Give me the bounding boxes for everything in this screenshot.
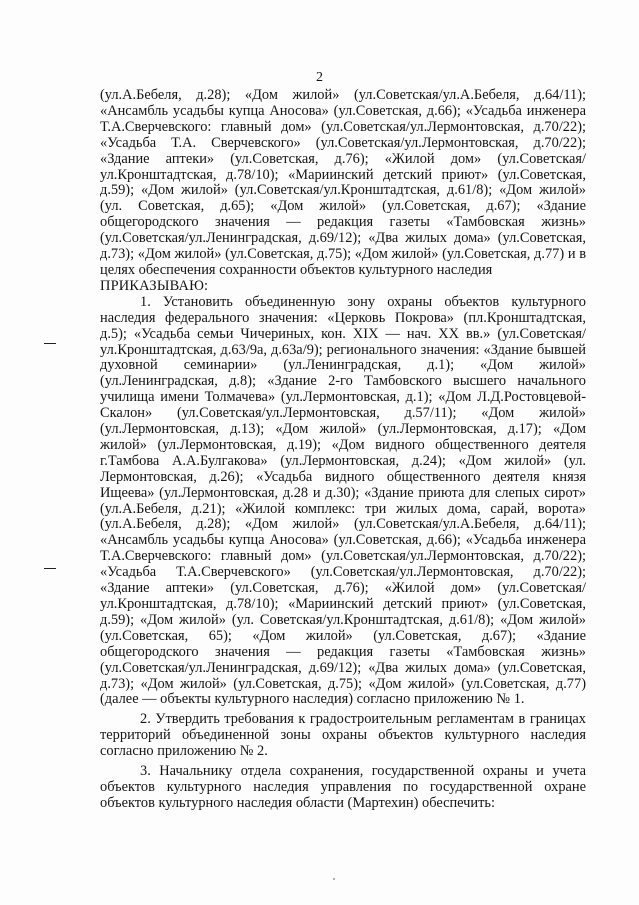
margin-punch-mark: [44, 343, 56, 344]
margin-punch-mark: [44, 568, 56, 569]
paragraph-item-1: 1. Установить объединенную зону охраны объектов культурного наследия федерального значения: «Церковь Покрова» (пл.Кронштадтская, д.5); «Усадьба семьи Чичериных, кон. XIX — нач. XX вв.» (ул.Советская/ ул.Кронштадтская, д.63/9а, д.63а/9); регионального значения: «Здание бывшей духовной семинарии» (ул.Ленинградская, д.1); «Дом жилой» (ул.Ленинградская, д.8); «Здание 2-го Тамбовского высшего начального училища имени Толмачева» (ул.Лермонтовская, д.1); «Дом Л.Д.Ростовцевой-Скалон» (ул.Советская/ул.Лермонтовская, д.57/11); «Дом жилой» (ул.Лермонтовская, д.13); «Дом жилой» (ул.Лермонтовская, д.17); «Дом жилой» (ул.Лермонтовская, д.19); «Дом видного общественного деятеля г.Тамбова А.А.Булгакова» (ул.Лермонтовская, д.24); «Дом жилой» (ул. Лермонтовская, д.26); «Усадьба видного общественного деятеля князя Ищеева» (ул.Лермонтовская, д.28 и д.30); «Здание приюта для слепых сирот» (ул.А.Бебеля, д.21); «Жилой комплекс: три жилых дома, сарай, ворота» (ул.А.Бебеля, д.28); «Дом жилой» (ул.Советская/ул.А.Бебеля, д.64/11); «Ансамбль усадьбы купца Аносова» (ул.Советская, д.66); «Усадьба инженера Т.А.Сверчевского: главный дом» (ул.Советская/ул.Лермонтовская, д.70/22); «Усадьба Т.А.Сверчевского» (ул.Советская/ул.Лермонтовская, д.70/22); «Здание аптеки» (ул.Советская, д.76); «Жилой дом» (ул.Советская/ул.Кронштадтская, д.78/10); «Мариинский детский приют» (ул.Советская, д.59); «Дом жилой» (ул. Советская/ул.Кронштадтская, д.61/8); «Дом жилой» (ул.Советская, 65); «Дом жилой» (ул.Советская, д.67); «Здание общегородского значения — редакция газеты «Тамбовская жизнь» (ул.Советская/ул.Ленинградская, д.69/12); «Два жилых дома» (ул.Советская, д.73); «Дом жилой» (ул.Советская, д.75); «Дом жилой» (ул.Советская, д.77) (далее — объекты культурного наследия) согласно приложению № 1.: [100, 293, 586, 708]
decree-heading: ПРИКАЗЫВАЮ:: [100, 277, 209, 294]
paragraph-item-2: 2. Утвердить требования к градостроительным регламентам в границах территорий объединенной зоны охраны объектов культурного наследия согласно приложению № 2.: [100, 711, 586, 760]
document-body: [100, 88, 586, 812]
scan-speck: [333, 878, 335, 880]
page-number: 2: [316, 70, 323, 85]
paragraph-item-3: 3. Начальнику отдела сохранения, государственной охраны и учета объектов культурного наследия управления по государственной охране объектов культурного наследия области (Мартехин) обеспечить:: [100, 763, 586, 811]
paragraph-preamble: (ул.А.Бебеля, д.28); «Дом жилой» (ул.Советская/ул.А.Бебеля, д.64/11); «Ансамбль усадьбы купца Аносова» (ул.Советская, д.66); «Усадьба инженера Т.А.Сверчевского: главный дом» (ул.Советская/ул.Лермонтовская, д.70/22); «Усадьба Т.А. Сверчевского» (ул.Советская/ул.Лермонтовская, д.70/22); «Здание аптеки» (ул.Советская, д.76); «Жилой дом» (ул.Советская/ ул.Кронштадтская, д.78/10); «Мариинский детский приют» (ул.Советская, д.59); «Дом жилой» (ул.Советская/ул.Кронштадтская, д.61/8); «Дом жилой» (ул. Советская, д.65); «Дом жилой» (ул.Советская, д.67); «Здание общегородского значения — редакция газеты «Тамбовская жизнь» (ул.Советская/ул.Ленинградская, д.69/12); «Два жилых дома» (ул.Советская, д.73); «Дом жилой» (ул.Советская, д.75); «Дом жилой» (ул.Советская, д.77) и в целях обеспечения сохранности объектов культурного наследия: [100, 87, 586, 278]
